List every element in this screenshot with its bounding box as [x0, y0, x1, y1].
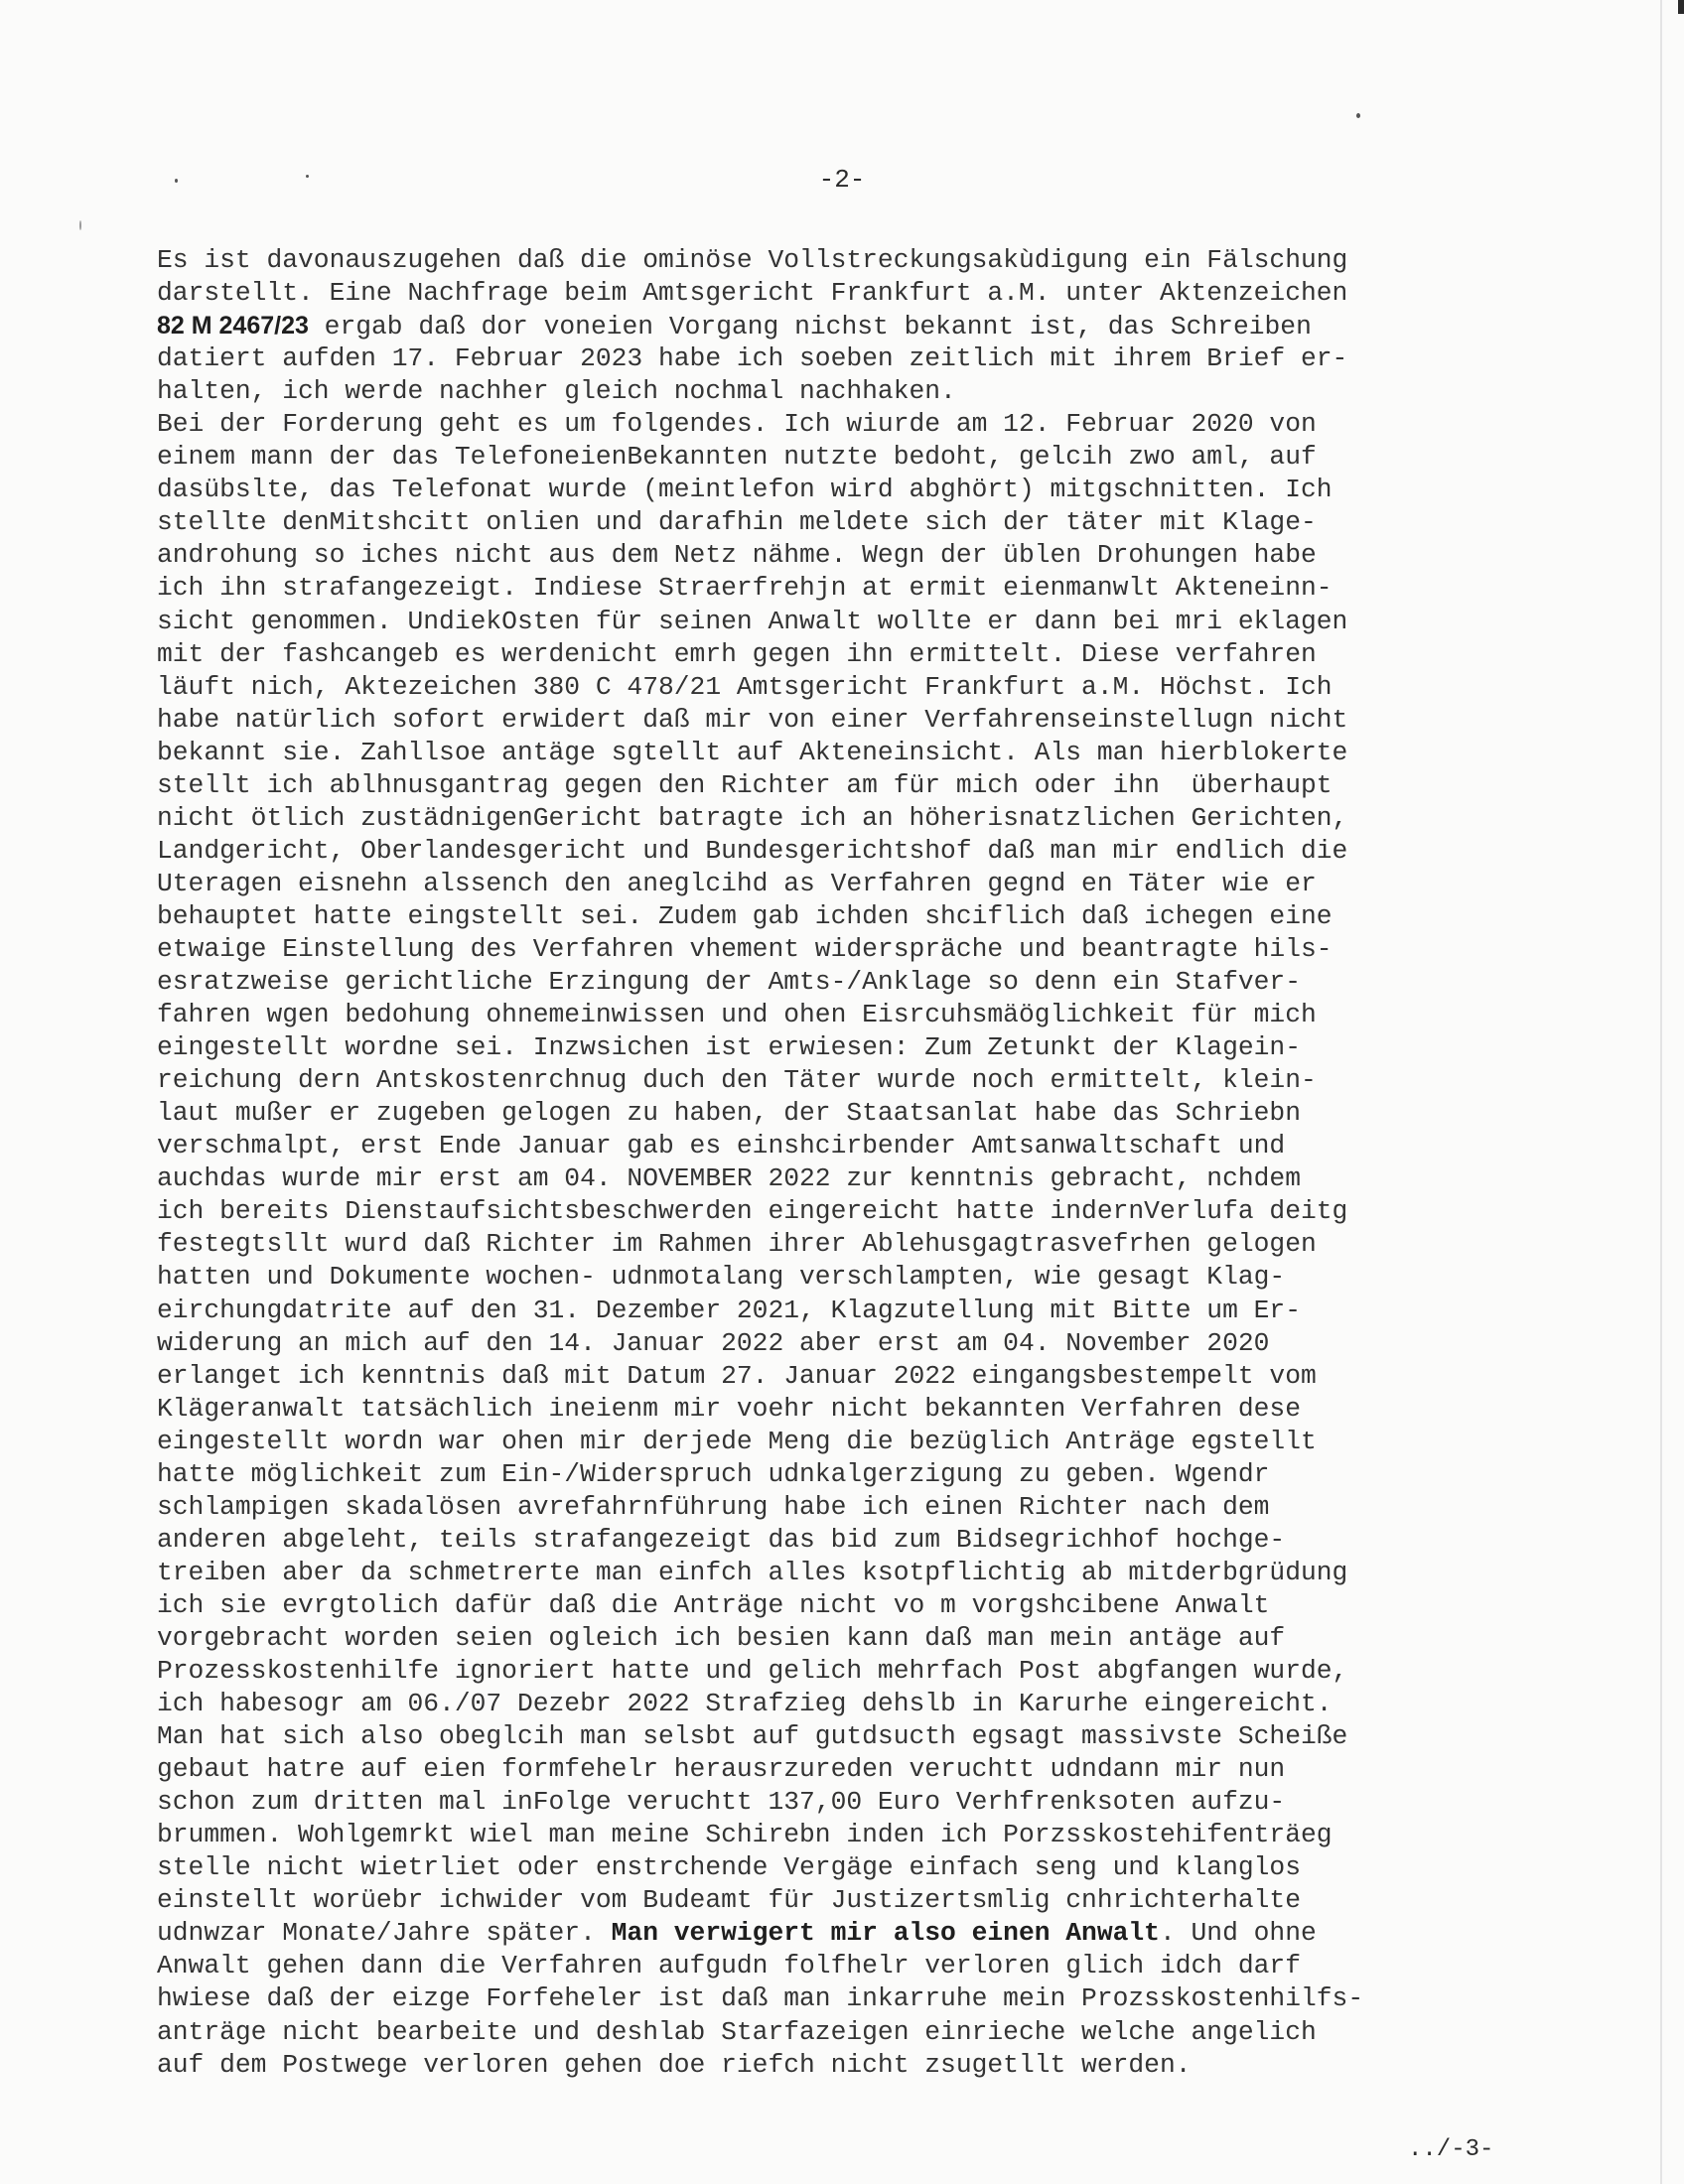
line-text: Klägeranwalt tatsächlich ineienm mir voehr nicht bekannten Verfahren dese — [157, 1393, 1301, 1424]
line-text: hwiese daß der eizge Forfeheler ist daß man inkarruhe mein Prozsskostenhilfs- — [157, 1983, 1364, 2014]
line-text: treiben aber da schmetrerte man einfch alles ksotpflichtig ab mitderbgrüdung — [157, 1557, 1348, 1587]
line-text: halten, ich werde nachher gleich nochmal nachhaken. — [157, 376, 956, 407]
emphasized-text: Man verwigert mir also einen Anwalt — [611, 1918, 1160, 1949]
text-line — [157, 1819, 1597, 1851]
line-text: habe natürlich sofort erwidert daß mir von einer Verfahrenseinstellugn nicht — [157, 704, 1348, 735]
line-text: ich ihn strafangezeigt. Indiese Straerfrehjn at ermit eienmanwlt Akteneinn- — [157, 573, 1333, 604]
scan-edge-mark — [1678, 0, 1684, 14]
line-text: eirchungdatrite auf den 31. Dezember 2021, Klagzutellung mit Bitte um Er- — [157, 1295, 1301, 1325]
line-text: reichung dern Antskostenrchnug duch den Täter wurde noch ermittelt, klein- — [157, 1065, 1317, 1096]
line-text: schlampigen skadalösen avrefahrnführung habe ich einen Richter nach dem — [157, 1491, 1270, 1522]
line-text: anderen abgeleht, teils strafangezeigt das bid zum Bidsegrichhof hochge- — [157, 1524, 1286, 1555]
line-text: eingestellt wordne sei. Inzwsichen ist erwiesen: Zum Zetunkt der Klagein- — [157, 1032, 1301, 1063]
continuation-marker: ../-3- — [1408, 2136, 1494, 2163]
line-text: . Und ohne — [1159, 1918, 1317, 1949]
text-line — [157, 506, 1597, 539]
text-line — [157, 606, 1597, 638]
line-text: esratzweise gerichtliche Erzingung der Amts-/Anklage so denn ein Stafver- — [157, 967, 1301, 998]
line-text: ich sie evrgtolich dafür daß die Anträge nicht vo m vorgshcibene Anwalt — [157, 1589, 1270, 1620]
line-text: schon zum dritten mal inFolge veruchtt 137,00 Euro Verhfrenksoten aufzu- — [157, 1787, 1286, 1818]
line-text: nicht ötlich zustädnigenGericht batragte ich an höherisnatzlichen Gerichten, — [157, 802, 1348, 833]
text-line — [157, 1491, 1597, 1524]
text-line — [157, 1360, 1597, 1393]
text-line — [157, 342, 1597, 375]
text-line — [157, 474, 1597, 506]
text-line — [157, 671, 1597, 704]
text-line — [157, 638, 1597, 671]
text-line — [157, 802, 1597, 835]
text-line — [157, 1393, 1597, 1426]
case-reference: 82 M 2467/23 — [157, 312, 309, 341]
text-line — [157, 1064, 1597, 1097]
scan-speck — [79, 220, 81, 230]
line-text: Bei der Forderung geht es um folgendes. Ich wiurde am 12. Februar 2020 von — [157, 409, 1317, 440]
text-line — [157, 769, 1597, 802]
line-text: fahren wgen bedohung ohnemeinwissen und ohen Eisrcuhsmäöglichkeit für mich — [157, 1000, 1317, 1030]
line-text: festegtsllt wurd daß Richter im Rahmen ihrer Ablehusgagtrasvefrhen gelogen — [157, 1229, 1317, 1260]
text-line — [157, 1557, 1597, 1589]
text-line — [157, 1261, 1597, 1294]
scan-edge-line — [1660, 0, 1662, 2184]
text-line — [157, 375, 1597, 408]
text-line — [157, 933, 1597, 966]
line-text: läuft nich, Aktezeichen 380 C 478/21 Amtsgericht Frankfurt a.M. Höchst. Ich — [157, 671, 1333, 702]
text-line — [157, 1622, 1597, 1655]
text-line — [157, 835, 1597, 868]
text-line — [157, 1950, 1597, 1982]
line-text: darstellt. Eine Nachfrage beim Amtsgericht Frankfurt a.M. unter Aktenzeichen — [157, 278, 1348, 309]
text-line — [157, 966, 1597, 999]
text-line — [157, 441, 1597, 474]
line-text: dasübslte, das Telefonat wurde (meintlefon wird abghört) mitgschnitten. Ich — [157, 475, 1333, 505]
line-text: Man hat sich also obeglcih man selsbt auf gutdsucth egsagt massivste Scheiße — [157, 1721, 1348, 1752]
line-text: ergab daß dor voneien Vorgang nichst bekannt ist, das Schreiben — [308, 312, 1312, 342]
text-line — [157, 1130, 1597, 1162]
line-text: vorgebracht worden seien ogleich ich besien kann daß man mein antäge auf — [157, 1622, 1286, 1653]
line-text: stellt ich ablhnusgantrag gegen den Richter am für mich oder ihn überhaupt — [157, 769, 1333, 800]
line-text: auf dem Postwege verloren gehen doe riefch nicht zsugetllt werden. — [157, 2049, 1192, 2080]
line-text: erlanget ich kenntnis daß mit Datum 27. Januar 2022 eingangsbestempelt vom — [157, 1360, 1317, 1391]
text-line — [157, 1162, 1597, 1195]
line-text: Anwalt gehen dann die Verfahren aufgudn folfhelr verloren glich idch darf — [157, 1951, 1301, 1981]
text-line — [157, 1720, 1597, 1753]
line-text: auchdas wurde mir erst am 04. NOVEMBER 2022 zur kenntnis gebracht, nchdem — [157, 1163, 1301, 1194]
text-line — [157, 1327, 1597, 1360]
line-text: sicht genommen. UndiekOsten für seinen Anwalt wollte er dann bei mri eklagen — [157, 606, 1348, 636]
text-line — [157, 1031, 1597, 1064]
line-text: Es ist davonauszugehen daß die ominöse Vollstreckungsakùdigung ein Fälschung — [157, 245, 1348, 275]
line-text: Prozesskostenhilfe ignoriert hatte und gelich mehrfach Post abgfangen wurde, — [157, 1656, 1348, 1687]
line-text: einem mann der das TelefoneienBekannten nutzte bedoht, gelcih zwo aml, auf — [157, 442, 1317, 473]
text-line — [157, 1295, 1597, 1327]
text-line — [157, 1458, 1597, 1491]
line-text: anträge nicht bearbeite und deshlab Starfazeigen einrieche welche angelich — [157, 2016, 1317, 2047]
text-line — [157, 1786, 1597, 1819]
text-line — [157, 1589, 1597, 1622]
text-line — [157, 2049, 1597, 2082]
line-text: laut mußer er zugeben gelogen zu haben, der Staatsanlat habe das Schriebn — [157, 1098, 1301, 1129]
text-line — [157, 1688, 1597, 1720]
text-line — [157, 408, 1597, 441]
text-line — [157, 1195, 1597, 1228]
page-number: -2- — [818, 165, 866, 195]
line-text: etwaige Einstellung des Verfahren vhement widerspräche und beantragte hils- — [157, 933, 1333, 964]
text-line — [157, 1097, 1597, 1130]
text-line — [157, 900, 1597, 933]
line-text: datiert aufden 17. Februar 2023 habe ich soeben zeitlich mit ihrem Brief er- — [157, 343, 1348, 374]
text-line — [157, 1917, 1597, 1950]
text-line — [157, 737, 1597, 769]
line-text: bekannt sie. Zahllsoe antäge sgtellt auf Akteneinsicht. Als man hierblokerte — [157, 737, 1348, 767]
text-line — [157, 572, 1597, 605]
line-text: stellte denMitshcitt onlien und darafhin meldete sich der täter mit Klage- — [157, 507, 1317, 538]
text-line — [157, 1884, 1597, 1917]
line-text: brummen. Wohlgemrkt wiel man meine Schirebn inden ich Porzsskostehifenträeg — [157, 1820, 1333, 1850]
line-text: mit der fashcangeb es werdenicht emrh gegen ihn ermittelt. Diese verfahren — [157, 638, 1317, 669]
line-text: hatte möglichkeit zum Ein-/Widerspruch udnkalgerzigung zu geben. Wgendr — [157, 1458, 1270, 1489]
text-line — [157, 999, 1597, 1031]
line-text: Uteragen eisnehn alssench den aneglcihd as Verfahren gegnd en Täter wie er — [157, 868, 1317, 898]
text-line — [157, 868, 1597, 900]
line-text: hatten und Dokumente wochen- udnmotalang verschlampten, wie gesagt Klag- — [157, 1262, 1286, 1293]
text-line — [157, 1426, 1597, 1458]
line-text: widerung an mich auf den 14. Januar 2022 aber erst am 04. November 2020 — [157, 1327, 1270, 1358]
line-text: Landgericht, Oberlandesgericht und Bundesgerichtshof daß man mir endlich die — [157, 835, 1348, 866]
text-line — [157, 1851, 1597, 1884]
text-line — [157, 1753, 1597, 1786]
text-line — [157, 310, 1597, 342]
line-text: gebaut hatre auf eien formfehelr herausrzureden veruchtt udndann mir nun — [157, 1754, 1286, 1785]
letter-body — [157, 244, 1597, 2082]
text-line — [157, 704, 1597, 737]
text-line — [157, 277, 1597, 310]
text-line — [157, 1524, 1597, 1557]
text-line — [157, 2016, 1597, 2049]
line-text: androhung so iches nicht aus dem Netz nähme. Wegn der üblen Drohungen habe — [157, 540, 1317, 571]
line-text: verschmalpt, erst Ende Januar gab es einshcirbender Amtsanwaltschaft und — [157, 1131, 1286, 1161]
line-text: ich bereits Dienstaufsichtsbeschwerden eingereicht hatte indernVerlufa deitg — [157, 1196, 1348, 1227]
scan-speck — [1356, 113, 1360, 118]
text-line — [157, 1982, 1597, 2015]
text-line — [157, 244, 1597, 277]
text-line — [157, 1228, 1597, 1261]
line-text: behauptet hatte eingstellt sei. Zudem gab ichden shciflich daß ichegen eine — [157, 900, 1333, 931]
line-text: stelle nicht wietrliet oder enstrchende Vergäge einfach seng und klanglos — [157, 1852, 1301, 1883]
line-text: ich habesogr am 06./07 Dezebr 2022 Strafzieg dehslb in Karurhe eingereicht. — [157, 1689, 1333, 1719]
text-line — [157, 1655, 1597, 1688]
text-line — [157, 539, 1597, 572]
line-text: einstellt worüebr ichwider vom Budeamt für Justizertsmlig cnhrichterhalte — [157, 1885, 1301, 1916]
line-text: udnwzar Monate/Jahre später. — [157, 1918, 612, 1949]
line-text: eingestellt wordn war ohen mir derjede Meng die bezüglich Anträge egstellt — [157, 1426, 1317, 1456]
